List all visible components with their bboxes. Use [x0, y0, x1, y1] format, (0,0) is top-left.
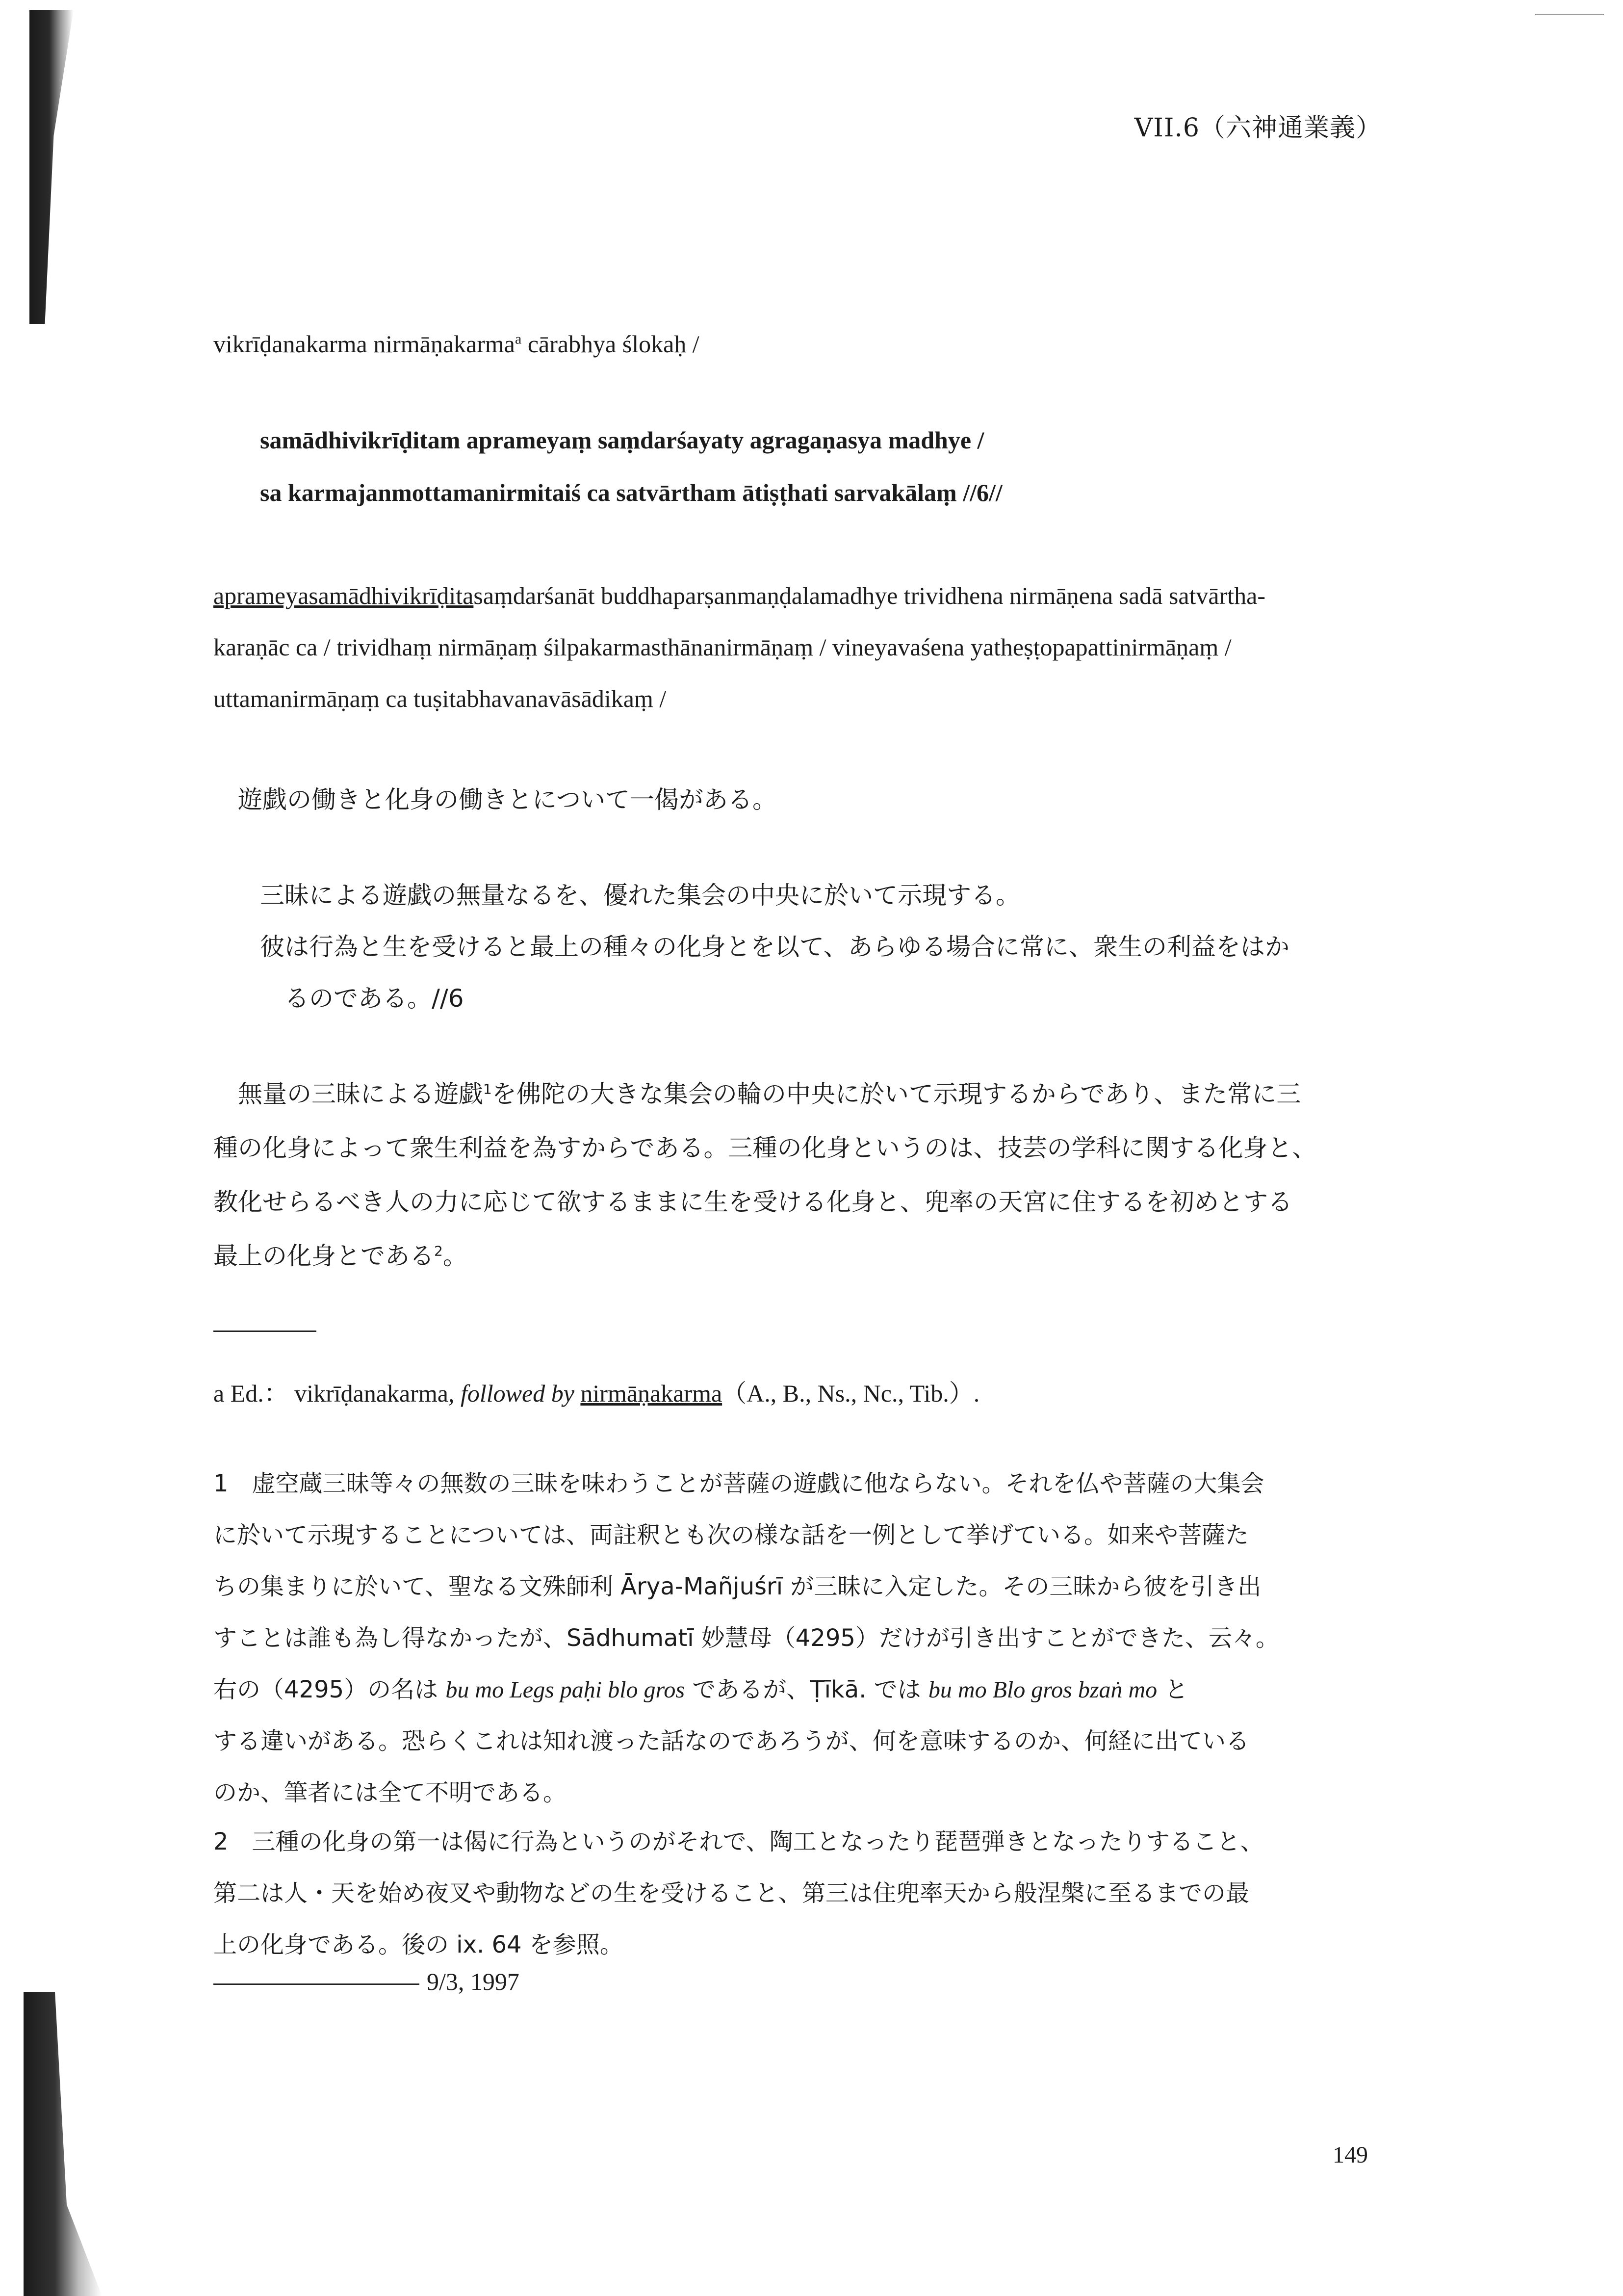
footnote-a-text1: vikrīḍanakarma, — [288, 1380, 461, 1407]
scan-edge-shadow-top — [29, 10, 74, 324]
note-2-line-2: 第二は人・天を始め夜叉や動物などの生を受けること、第三は住兜率天から般涅槃に至るまでの最 — [213, 1879, 1250, 1907]
page-number: 149 — [1333, 2142, 1368, 2168]
verse-line-2: sa karmajanmottamanirmitaiś ca satvārtham ātiṣṭhati sarvakālaṃ //6// — [260, 479, 1003, 506]
jp-intro: 遊戯の働きと化身の働きとについて一偈がある。 — [238, 785, 777, 814]
note-1-line-5 — [213, 1670, 1188, 1704]
jp-commentary-1b: を佛陀の大きな集会の輪の中央に於いて示現するからであり、また常に三 — [491, 1080, 1301, 1108]
jp-commentary-line-4 — [213, 1236, 467, 1272]
jp-commentary-4a: 最上の化身とである — [213, 1242, 434, 1270]
jp-verse-line-2: 彼は行為と生を受けると最上の種々の化身とを以て、あらゆる場合に常に、衆生の利益をはか — [260, 933, 1289, 961]
commentary-underlined-term: aprameyasamādhivikrīḍita — [213, 582, 474, 609]
jp-commentary-line-1 — [238, 1074, 1301, 1110]
note-1-l5a: 右の（4295）の名は — [213, 1676, 446, 1703]
verse-line-1: samādhivikrīḍitam aprameyaṃ saṃdarśayaty agragaṇasya madhye / — [260, 426, 984, 454]
note-1-tib-name-1: bu mo Legs paḥi blo gros — [445, 1677, 685, 1703]
footnote-a-underlined: nirmāṇakarma — [580, 1380, 722, 1407]
note-2-line-3: 上の化身である。後の ix. 64 を参照。 — [213, 1931, 623, 1958]
note-1-line-1: 1 虚空蔵三昧等々の無数の三昧を味わうことが菩薩の遊戯に他ならない。それを仏や菩薩の大集会 — [213, 1470, 1264, 1497]
footnote-a-text2: （A., B., Ns., Nc., Tib.）. — [722, 1380, 980, 1407]
commentary-line-1-rest: saṃdarśanāt buddhaparṣanmaṇḍalamadhye trividhena nirmāṇena sadā satvārtha- — [473, 582, 1265, 609]
note-ref-2: 2 — [434, 1243, 443, 1259]
commentary-line-3: uttamanirmāṇaṃ ca tuṣitabhavanavāsādikaṃ / — [213, 685, 667, 712]
note-1-line-7: のか、筆者には全て不明である。 — [213, 1779, 567, 1806]
date-leader-rule — [213, 1983, 419, 1985]
jp-commentary-line-3: 教化せらるべき人の力に応じて欲するままに生を受ける化身と、兜率の天宮に住するを初めとする — [213, 1188, 1292, 1216]
footnote-marker-a: a — [515, 331, 522, 347]
note-1-line-6: する違いがある。恐らくこれは知れ渡った話なのであろうが、何を意味するのか、何経に出ている — [213, 1727, 1250, 1755]
scan-edge-shadow-bottom — [24, 1992, 102, 2296]
completion-date: 9/3, 1997 — [427, 1968, 519, 1995]
footnote-separator — [213, 1331, 316, 1332]
commentary-line-2: karaṇāc ca / trividhaṃ nirmāṇaṃ śilpakarmasthānanirmāṇaṃ / vineyavaśena yatheṣṭopapattinirmāṇaṃ / — [213, 633, 1232, 661]
note-1-line-2: に於いて示現することについては、両註釈とも次の様な話を一例として挙げている。如来や菩薩た — [213, 1521, 1249, 1549]
jp-verse-line-1: 三昧による遊戯の無量なるを、優れた集会の中央に於いて示現する。 — [260, 881, 1020, 910]
jp-commentary-4b: 。 — [442, 1242, 467, 1270]
sanskrit-intro-line — [213, 330, 699, 358]
jp-verse-line-3: るのである。//6 — [284, 984, 464, 1013]
note-1-line-3: ちの集まりに於いて、聖なる文殊師利 Ārya-Mañjuśrī が三昧に入定した。その三昧から彼を引き出 — [213, 1573, 1262, 1600]
footnote-a-italic: followed by — [460, 1380, 574, 1407]
note-1-tib-name-2: bu mo Blo gros bzaṅ mo — [928, 1677, 1158, 1703]
note-2-line-1: 2 三種の化身の第一は偈に行為というのがそれで、陶工となったり琵琶弾きとなったりすること、 — [213, 1828, 1264, 1855]
note-1-l5b: であるが、Ṭīkā. では — [685, 1676, 928, 1703]
jp-commentary-1a: 無量の三昧による遊戯 — [238, 1080, 483, 1108]
jp-commentary-line-2: 種の化身によって衆生利益を為すからである。三種の化身というのは、技芸の学科に関する化身と、 — [213, 1134, 1317, 1162]
footnote-a — [213, 1374, 979, 1409]
scan-corner-mark — [1535, 14, 1604, 15]
commentary-line-1 — [213, 581, 1265, 610]
note-1-l5c: と — [1157, 1676, 1188, 1703]
intro-text-b: cārabhya ślokaḥ / — [521, 330, 699, 358]
footnote-a-label: a Ed.： — [213, 1380, 288, 1407]
intro-text-a: vikrīḍanakarma nirmāṇakarma — [213, 330, 515, 358]
running-header: VII.6（六神通業義） — [1134, 113, 1382, 143]
note-ref-1: 1 — [483, 1081, 492, 1097]
note-1-line-4: すことは誰も為し得なかったが、Sādhumatī 妙慧母（4295）だけが引き出すことができた、云々。 — [213, 1624, 1279, 1652]
